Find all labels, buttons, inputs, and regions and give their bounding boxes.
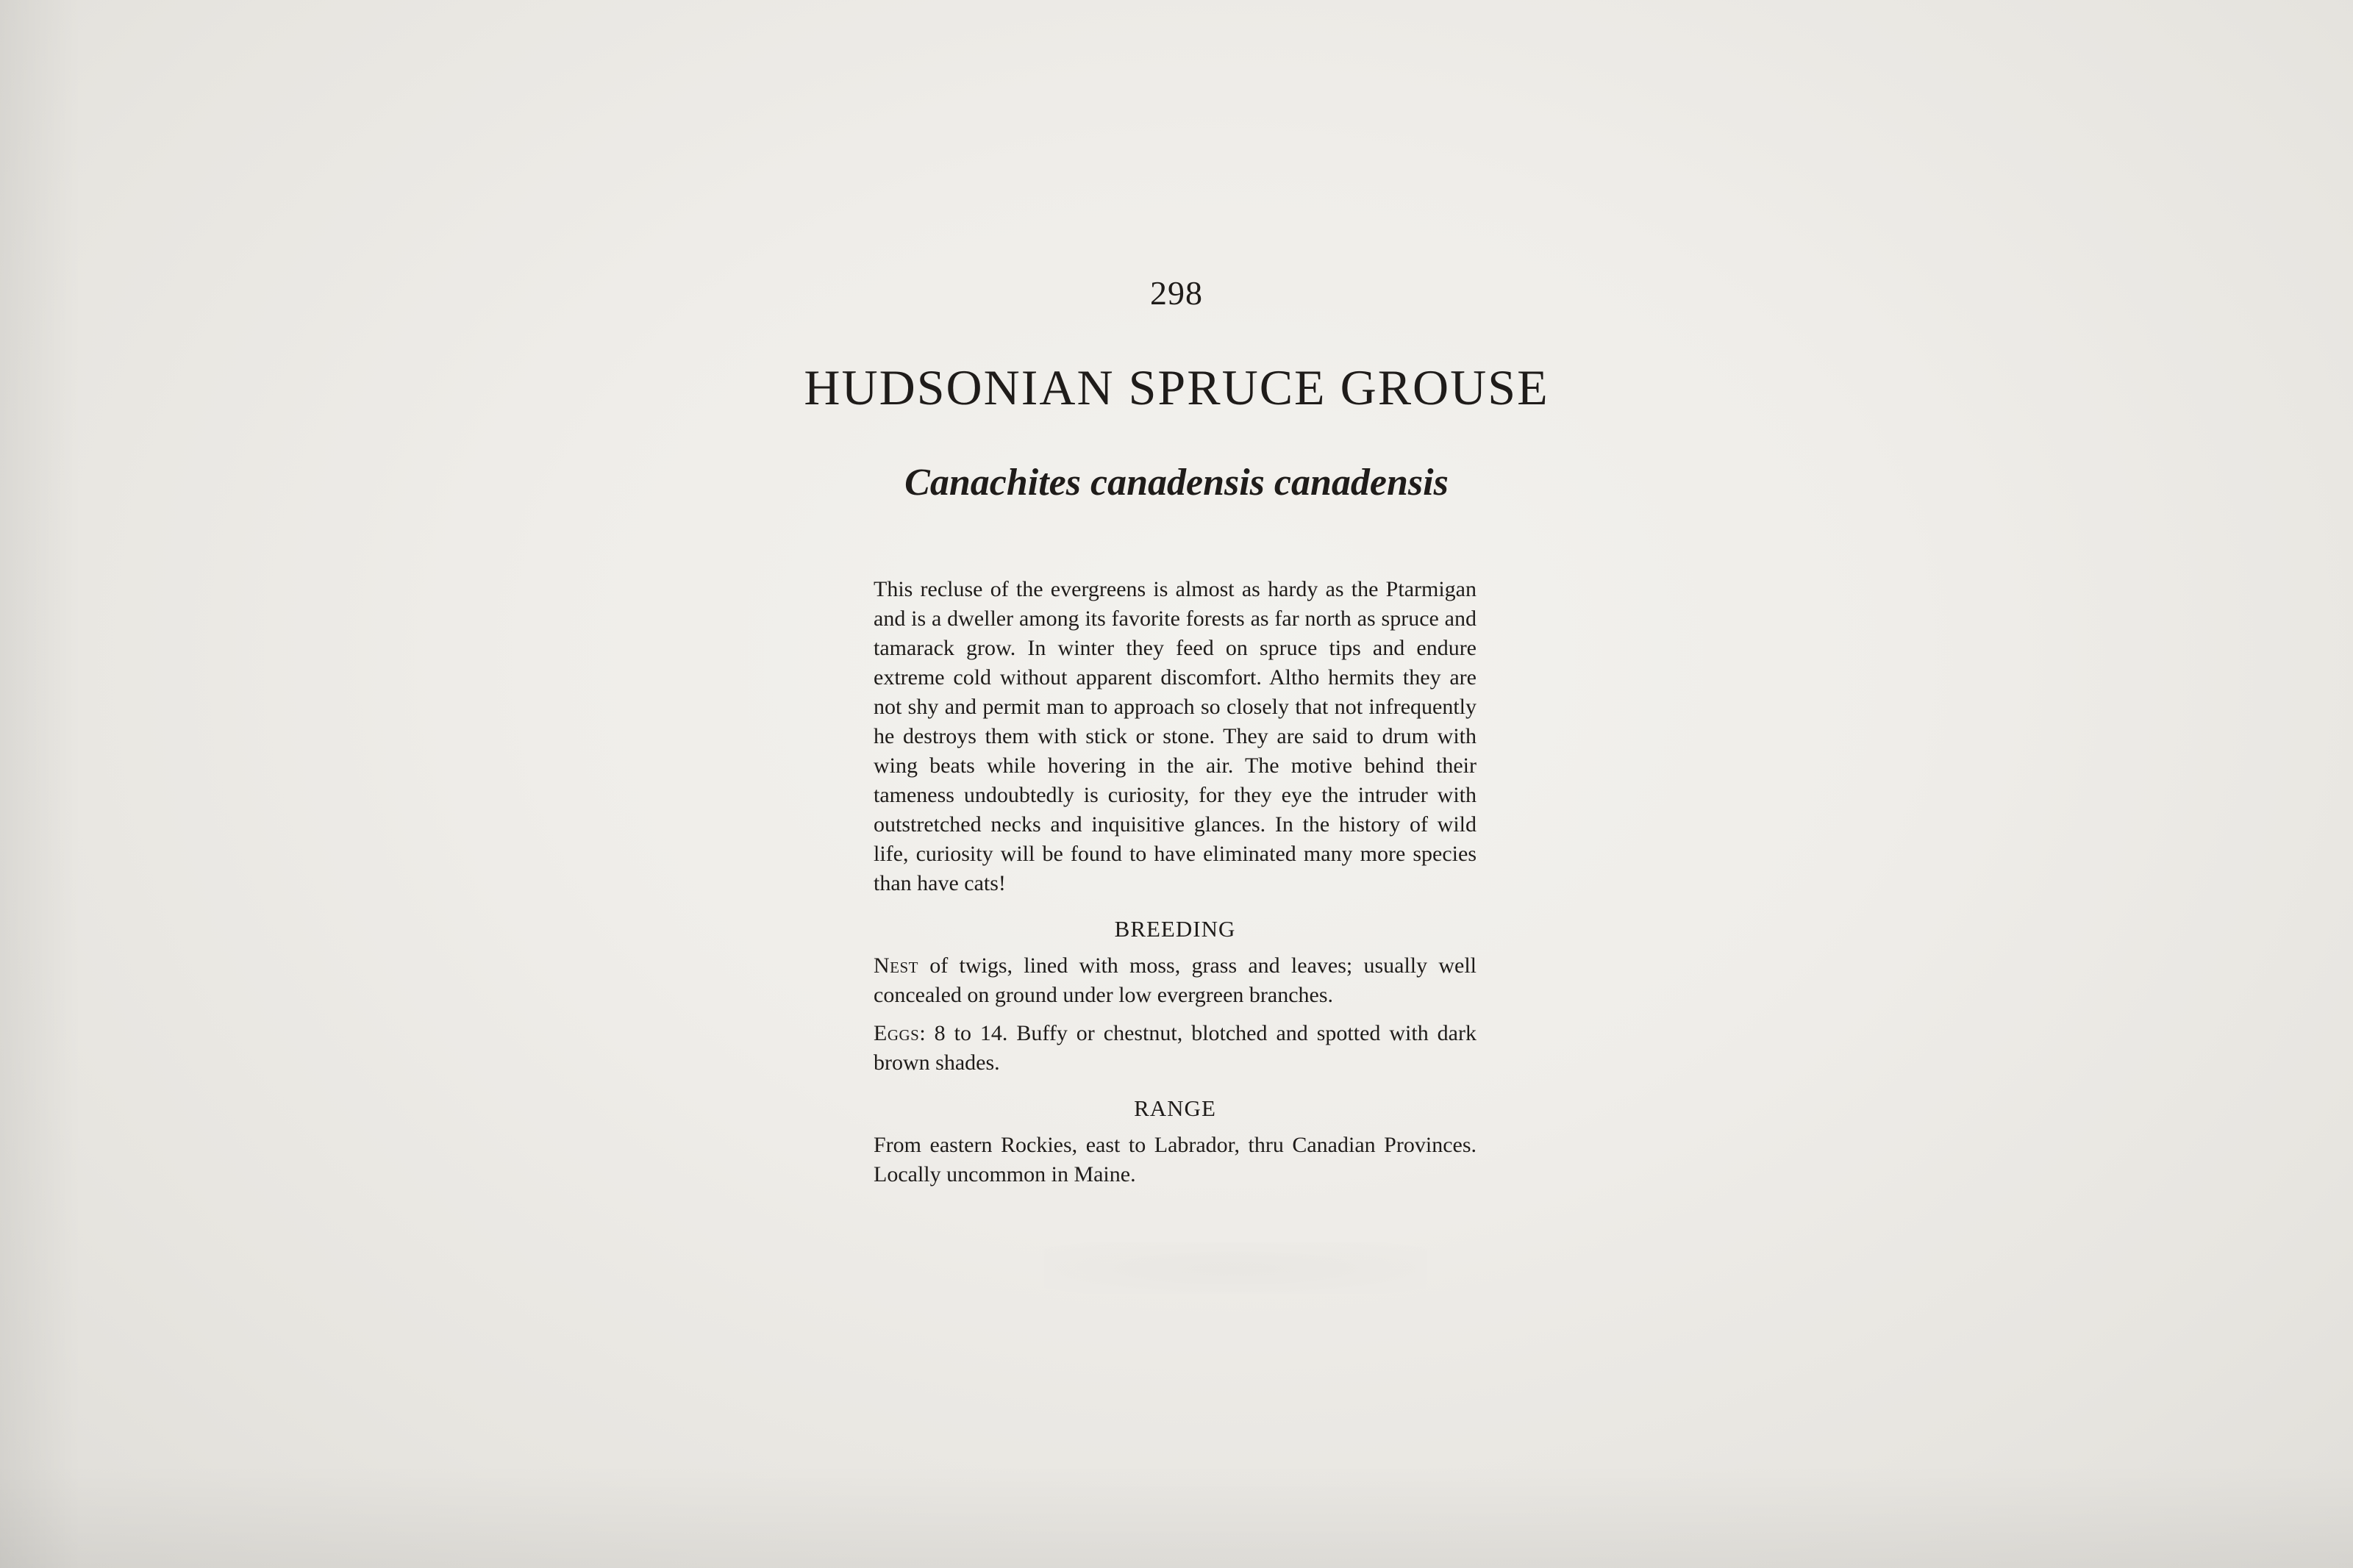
nest-text: of twigs, lined with moss, grass and leaves; usually well concealed on ground under low evergreen branches. [874, 953, 1477, 1007]
text-column [874, 575, 1477, 1189]
scientific-name: Canachites canadensis canadensis [904, 462, 1449, 504]
eggs-label: Eggs [874, 1021, 920, 1045]
nest-label: Nest [874, 953, 918, 978]
breeding-nest-paragraph [874, 951, 1477, 1010]
bleed-through-text [1044, 1242, 1427, 1294]
species-title: HUDSONIAN SPRUCE GROUSE [804, 359, 1549, 415]
range-heading: RANGE [1134, 1095, 1216, 1121]
description-paragraph: This recluse of the evergreens is almost as hardy as the Ptarmigan and is a dweller among its favorite forests as far north as spruce and tamarack grow. In winter they feed on spruce tips and endure extreme cold without apparent discomfort. Altho hermits they are not shy and permit man to approach so closely that not infrequently he destroys them with stick or stone. They are said to drum with wing beats while hovering in the air. The motive behind their tameness undoubtedly is curiosity, for they eye the intruder with outstretched necks and inquisitive glances. In the history of wild life, curiosity will be found to have eliminated many more species than have cats! [874, 577, 1477, 895]
page-bottom-shadow [0, 1465, 2353, 1568]
breeding-eggs-paragraph [874, 1019, 1477, 1078]
breeding-heading: BREEDING [1114, 916, 1236, 942]
page-edge-shadow [0, 0, 81, 1568]
eggs-text: : 8 to 14. Buffy or chestnut, blotched and spotted with dark brown shades. [874, 1021, 1477, 1075]
range-paragraph: From eastern Rockies, east to Labrador, thru Canadian Provinces. Locally uncommon in Maine. [874, 1133, 1477, 1186]
page-number: 298 [1150, 274, 1203, 312]
